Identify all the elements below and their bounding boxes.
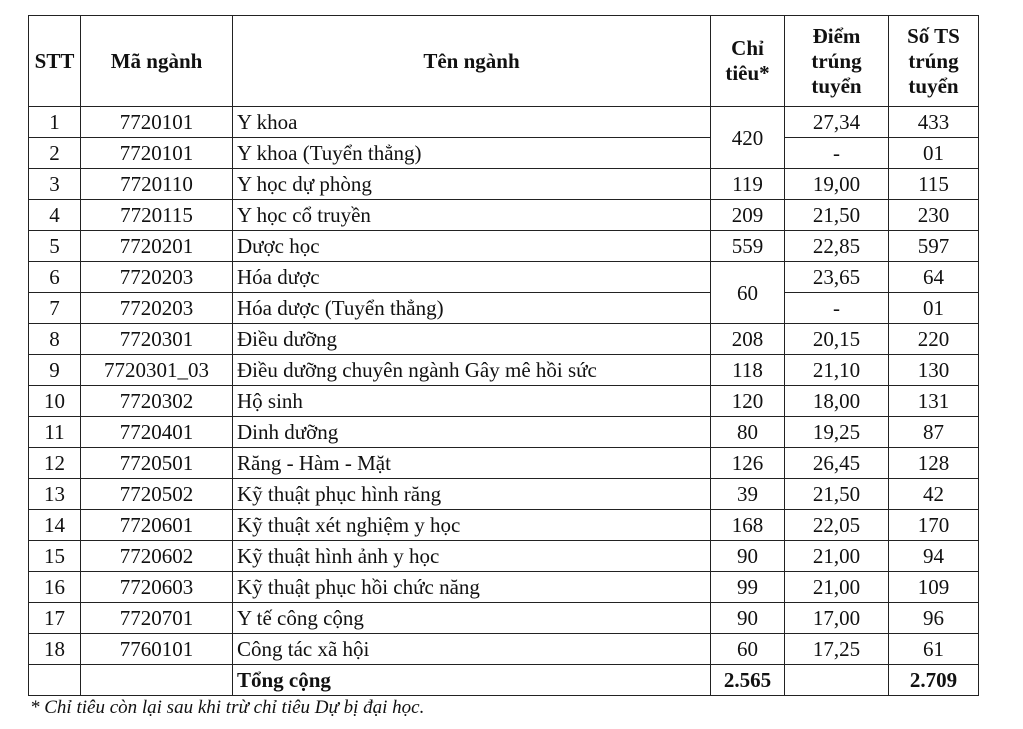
header-score: Điểm trúng tuyển (785, 16, 889, 107)
admission-table (28, 15, 979, 696)
cell-code: 7720301_03 (81, 355, 233, 386)
cell-quota: 559 (711, 231, 785, 262)
cell-name: Hóa dược (233, 262, 711, 293)
cell-name: Răng - Hàm - Mặt (233, 448, 711, 479)
cell-quota: 60 (711, 634, 785, 665)
table-row (29, 541, 979, 572)
cell-name: Y tế công cộng (233, 603, 711, 634)
cell-admitted: 61 (889, 634, 979, 665)
cell-admitted: 42 (889, 479, 979, 510)
cell-name: Dinh dưỡng (233, 417, 711, 448)
total-row (29, 665, 979, 696)
cell-code: 7720110 (81, 169, 233, 200)
cell-code: 7720701 (81, 603, 233, 634)
cell-stt: 10 (29, 386, 81, 417)
cell-score: 21,00 (785, 572, 889, 603)
cell-admitted: 115 (889, 169, 979, 200)
cell-admitted: 87 (889, 417, 979, 448)
table-row (29, 417, 979, 448)
cell-admitted: 109 (889, 572, 979, 603)
cell-quota: 126 (711, 448, 785, 479)
cell-score: 21,10 (785, 355, 889, 386)
cell-code: 7720602 (81, 541, 233, 572)
cell-name: Kỹ thuật xét nghiệm y học (233, 510, 711, 541)
cell-quota: 99 (711, 572, 785, 603)
table-row (29, 200, 979, 231)
table-row (29, 603, 979, 634)
cell-quota: 118 (711, 355, 785, 386)
cell-quota: 90 (711, 541, 785, 572)
cell-name: Điều dưỡng chuyên ngành Gây mê hồi sức (233, 355, 711, 386)
cell-stt: 6 (29, 262, 81, 293)
cell-quota: 80 (711, 417, 785, 448)
cell-empty (785, 665, 889, 696)
table-row (29, 355, 979, 386)
cell-admitted: 01 (889, 293, 979, 324)
cell-stt: 5 (29, 231, 81, 262)
cell-admitted: 96 (889, 603, 979, 634)
cell-code: 7720601 (81, 510, 233, 541)
cell-name: Kỹ thuật phục hồi chức năng (233, 572, 711, 603)
cell-stt: 9 (29, 355, 81, 386)
cell-admitted: 170 (889, 510, 979, 541)
cell-name: Hộ sinh (233, 386, 711, 417)
cell-code: 7720401 (81, 417, 233, 448)
cell-quota: 60 (711, 262, 785, 324)
cell-name: Y khoa (Tuyển thẳng) (233, 138, 711, 169)
cell-score: 23,65 (785, 262, 889, 293)
cell-quota: 90 (711, 603, 785, 634)
cell-score: 26,45 (785, 448, 889, 479)
cell-name: Hóa dược (Tuyển thẳng) (233, 293, 711, 324)
cell-score: 17,25 (785, 634, 889, 665)
cell-admitted: 01 (889, 138, 979, 169)
cell-name: Kỹ thuật phục hình răng (233, 479, 711, 510)
cell-name: Y khoa (233, 107, 711, 138)
cell-code: 7720603 (81, 572, 233, 603)
cell-empty (29, 665, 81, 696)
cell-quota: 209 (711, 200, 785, 231)
cell-admitted: 128 (889, 448, 979, 479)
cell-stt: 11 (29, 417, 81, 448)
cell-score: 22,85 (785, 231, 889, 262)
cell-stt: 17 (29, 603, 81, 634)
table-row (29, 169, 979, 200)
table-row (29, 324, 979, 355)
cell-stt: 8 (29, 324, 81, 355)
table-row (29, 448, 979, 479)
cell-score: 20,15 (785, 324, 889, 355)
cell-stt: 2 (29, 138, 81, 169)
total-label: Tổng cộng (233, 665, 711, 696)
cell-name: Kỹ thuật hình ảnh y học (233, 541, 711, 572)
cell-stt: 4 (29, 200, 81, 231)
header-admitted: Số TS trúng tuyển (889, 16, 979, 107)
cell-stt: 12 (29, 448, 81, 479)
cell-stt: 15 (29, 541, 81, 572)
cell-code: 7720203 (81, 262, 233, 293)
header-row (29, 16, 979, 107)
cell-admitted: 130 (889, 355, 979, 386)
cell-code: 7720201 (81, 231, 233, 262)
cell-code: 7720203 (81, 293, 233, 324)
table-row (29, 634, 979, 665)
cell-empty (81, 665, 233, 696)
cell-name: Dược học (233, 231, 711, 262)
cell-stt: 13 (29, 479, 81, 510)
cell-code: 7720502 (81, 479, 233, 510)
cell-code: 7720115 (81, 200, 233, 231)
cell-quota: 168 (711, 510, 785, 541)
cell-quota: 208 (711, 324, 785, 355)
cell-score: 19,25 (785, 417, 889, 448)
header-name: Tên ngành (233, 16, 711, 107)
cell-name: Y học dự phòng (233, 169, 711, 200)
cell-stt: 14 (29, 510, 81, 541)
cell-score: 21,50 (785, 200, 889, 231)
cell-code: 7720301 (81, 324, 233, 355)
cell-score: 22,05 (785, 510, 889, 541)
cell-code: 7720101 (81, 107, 233, 138)
cell-admitted: 220 (889, 324, 979, 355)
cell-name: Y học cổ truyền (233, 200, 711, 231)
cell-score: 18,00 (785, 386, 889, 417)
cell-stt: 7 (29, 293, 81, 324)
cell-score: - (785, 138, 889, 169)
table-row (29, 572, 979, 603)
cell-admitted: 131 (889, 386, 979, 417)
cell-name: Điều dưỡng (233, 324, 711, 355)
cell-code: 7720101 (81, 138, 233, 169)
table-row (29, 231, 979, 262)
total-admitted: 2.709 (889, 665, 979, 696)
cell-stt: 1 (29, 107, 81, 138)
cell-admitted: 64 (889, 262, 979, 293)
table-row (29, 293, 979, 324)
header-quota: Chỉ tiêu* (711, 16, 785, 107)
cell-quota: 39 (711, 479, 785, 510)
cell-quota: 119 (711, 169, 785, 200)
footnote: * Chỉ tiêu còn lại sau khi trừ chỉ tiêu Dự bị đại học. (30, 697, 425, 718)
cell-score: 17,00 (785, 603, 889, 634)
cell-code: 7720302 (81, 386, 233, 417)
header-code: Mã ngành (81, 16, 233, 107)
cell-code: 7720501 (81, 448, 233, 479)
cell-quota: 420 (711, 107, 785, 169)
cell-score: 19,00 (785, 169, 889, 200)
cell-stt: 18 (29, 634, 81, 665)
cell-score: 21,50 (785, 479, 889, 510)
table-row (29, 262, 979, 293)
table-row (29, 386, 979, 417)
cell-code: 7760101 (81, 634, 233, 665)
table-row (29, 138, 979, 169)
cell-stt: 3 (29, 169, 81, 200)
cell-admitted: 230 (889, 200, 979, 231)
cell-admitted: 433 (889, 107, 979, 138)
header-stt: STT (29, 16, 81, 107)
table-row (29, 510, 979, 541)
cell-score: - (785, 293, 889, 324)
cell-stt: 16 (29, 572, 81, 603)
cell-name: Công tác xã hội (233, 634, 711, 665)
total-quota: 2.565 (711, 665, 785, 696)
cell-quota: 120 (711, 386, 785, 417)
cell-admitted: 94 (889, 541, 979, 572)
cell-score: 27,34 (785, 107, 889, 138)
cell-admitted: 597 (889, 231, 979, 262)
table-row (29, 479, 979, 510)
table-row (29, 107, 979, 138)
cell-score: 21,00 (785, 541, 889, 572)
